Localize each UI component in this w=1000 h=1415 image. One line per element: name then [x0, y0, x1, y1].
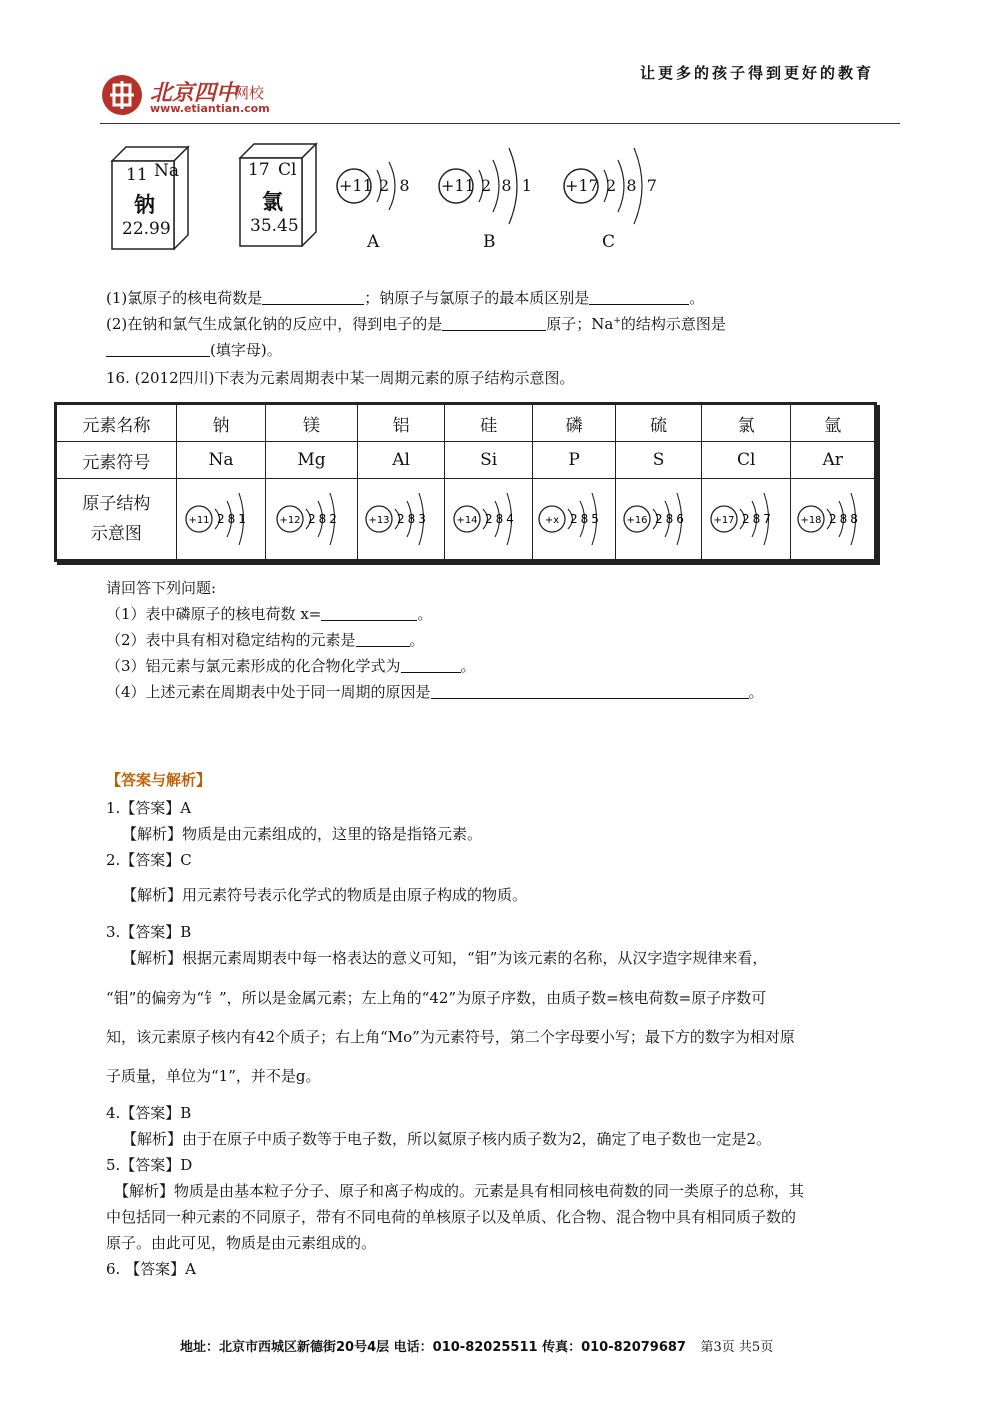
element-symbol: Cl	[278, 160, 297, 180]
answer-5: 5.【答案】D	[106, 1156, 193, 1174]
element-number: 11	[126, 165, 148, 185]
mini-nucleus-charge: +17	[713, 515, 735, 526]
logo-name: 北京四中	[150, 80, 239, 106]
mini-shell-electrons: 287	[742, 512, 775, 526]
explain-3-line-1: 【解析】根据元素周期表中每一格表达的意义可知，“钼”为该元素的名称，从汉字造字规律来看，	[122, 949, 768, 967]
mini-nucleus-charge: +16	[626, 515, 648, 526]
element-number: 17	[248, 160, 270, 180]
answer-1: 1.【答案】A	[106, 799, 192, 817]
row-label-diagram	[57, 479, 177, 560]
mini-atom-svg	[534, 482, 614, 556]
explain-3-line-4: 子质量，单位为“1”，并不是g。	[106, 1067, 321, 1085]
mini-atom-diagram	[266, 479, 358, 560]
mini-shell-electrons: 286	[654, 512, 687, 526]
mini-shell-electrons: 283	[397, 512, 429, 526]
q16-sub-4: （4）上述元素在周期表中处于同一周期的原因是 。	[106, 683, 764, 701]
header-divider	[100, 123, 900, 124]
element-symbol-cell: Cl	[701, 442, 791, 479]
answer-blank[interactable]	[589, 289, 689, 305]
mini-shell-electrons: 285	[570, 512, 603, 526]
mini-shell-electrons: 284	[484, 512, 517, 526]
page-footer	[180, 1336, 773, 1355]
element-symbol-cell: P	[532, 442, 616, 479]
explain-3-line-3: 知，该元素原子核内有42个质子；右上角“Mo”为元素符号，第二个字母要小写；最下方的数字为相对原	[106, 1028, 795, 1046]
element-mass: 35.45	[250, 216, 299, 236]
q16-prompt: 请回答下列问题:	[106, 579, 217, 597]
element-name-cell: 镁	[266, 405, 358, 442]
element-table-grid	[56, 404, 875, 560]
mini-shell-electrons: 281	[216, 512, 249, 526]
mini-shell-electrons: 282	[307, 512, 340, 526]
element-name-cell: 铝	[357, 405, 445, 442]
explain-1: 【解析】物质是由元素组成的，这里的铬是指铬元素。	[122, 825, 483, 843]
mini-atom-diagram	[445, 479, 533, 560]
element-name-cell: 硫	[616, 405, 702, 442]
element-symbol-cell: S	[616, 442, 702, 479]
atom-diagram-a	[335, 150, 435, 260]
mini-atom-diagram	[357, 479, 445, 560]
mini-atom-svg	[619, 482, 699, 556]
q15-line-3: (填字母)。	[106, 339, 282, 360]
q16-sub-1: （1）表中磷原子的核电荷数 x= 。	[106, 605, 433, 623]
diagram-label: B	[483, 232, 496, 252]
element-symbol: Na	[154, 161, 180, 181]
mini-atom-svg	[793, 482, 873, 556]
explain-3-line-2: “钼”的偏旁为“钅”，所以是金属元素；左上角的“42”为原子序数，由质子数=核电荷数=原子序数可	[106, 989, 767, 1007]
logo-net: 网校	[234, 84, 265, 102]
mini-atom-diagram	[701, 479, 791, 560]
row-label-symbol: 元素符号	[57, 442, 177, 479]
explain-5-line-1: 【解析】物质是由基本粒子分子、原子和离子构成的。元素是具有相同核电荷数的同一类原子的总称，其	[114, 1182, 805, 1200]
mini-atom-svg	[706, 482, 786, 556]
row-label-name: 元素名称	[57, 405, 177, 442]
element-name-cell: 氯	[701, 405, 791, 442]
q15-line-2: (2)在钠和氯气生成氯化钠的反应中，得到电子的是 原子；Na+的结构示意图是	[106, 315, 726, 333]
atom-diagram-b	[437, 142, 547, 260]
school-logo-icon	[102, 75, 142, 115]
element-name-cell: 磷	[532, 405, 616, 442]
element-symbol-cell: Al	[357, 442, 445, 479]
row-label-diagram-l1: 原子结构	[82, 494, 151, 514]
nucleus-charge: +11	[441, 176, 475, 195]
element-name: 氯	[262, 189, 283, 214]
mini-atom-svg	[181, 482, 261, 556]
mini-atom-diagram	[791, 479, 875, 560]
element-name-cell: 氩	[791, 405, 875, 442]
mini-atom-diagram	[532, 479, 616, 560]
answer-6: 6. 【答案】A	[106, 1260, 196, 1278]
answer-4: 4.【答案】B	[106, 1104, 192, 1122]
nucleus-charge: +11	[339, 176, 373, 195]
atom-diagram-c	[562, 142, 672, 260]
mini-atom-svg	[449, 482, 529, 556]
explain-5-line-2: 中包括同一种元素的不同原子，带有不同电荷的单核原子以及单质、化合物、混合物中具有相同质子数的	[106, 1208, 797, 1226]
diagram-label: C	[602, 232, 616, 252]
element-card-cl	[238, 140, 318, 247]
logo-url: www.etiantian.com	[150, 102, 270, 115]
element-symbol-cell: Na	[176, 442, 266, 479]
explain-2: 【解析】用元素符号表示化学式的物质是由原子构成的物质。	[122, 886, 528, 904]
element-symbol-cell: Mg	[266, 442, 358, 479]
mini-atom-svg	[361, 482, 441, 556]
answer-blank[interactable]	[106, 341, 210, 357]
answers-title: 【答案与解析】	[106, 771, 212, 789]
shell-electrons: 2 8 1	[481, 176, 532, 195]
diagram-label: A	[367, 232, 380, 252]
row-label-diagram-l2: 示意图	[90, 524, 142, 544]
q16-sub-3: （3）铝元素与氯元素形成的化合物化学式为 。	[106, 657, 476, 675]
element-name-cell: 硅	[445, 405, 533, 442]
page-number: 第3页 共5页	[700, 1340, 774, 1355]
mini-atom-diagram	[176, 479, 266, 560]
element-name-cell: 钠	[176, 405, 266, 442]
mini-shell-electrons: 288	[828, 512, 861, 526]
q16-sub-2: （2）表中具有相对稳定结构的元素是 。	[106, 631, 425, 649]
mini-atom-diagram	[616, 479, 702, 560]
answer-2: 2.【答案】C	[106, 851, 192, 869]
answer-blank[interactable]	[431, 683, 749, 699]
element-card-na	[110, 143, 190, 250]
explain-4: 【解析】由于在原子中质子数等于电子数，所以氦原子核内质子数为2，确定了电子数也一定是2。	[122, 1130, 772, 1148]
header-slogan: 让更多的孩子得到更好的教育	[640, 64, 875, 82]
mini-atom-svg	[272, 482, 352, 556]
element-symbol-cell: Ar	[791, 442, 875, 479]
mini-nucleus-charge: +11	[188, 515, 210, 526]
footer-contact: 地址：北京市西城区新德街20号4层 电话：010-82025511 传真：010-82079687	[180, 1340, 686, 1355]
mini-nucleus-charge: +13	[368, 515, 390, 526]
shell-electrons: 2 8 7	[606, 176, 657, 195]
answer-3: 3.【答案】B	[106, 923, 192, 941]
element-table	[54, 402, 877, 562]
mini-nucleus-charge: +18	[800, 515, 822, 526]
mini-nucleus-charge: +14	[456, 515, 478, 526]
mini-nucleus-charge: +x	[544, 515, 560, 526]
element-symbol-cell: Si	[445, 442, 533, 479]
answer-blank[interactable]	[401, 657, 461, 673]
mini-nucleus-charge: +12	[278, 515, 301, 526]
q16-title: 16. (2012四川)下表为元素周期表中某一周期元素的原子结构示意图。	[106, 369, 575, 387]
explain-5-line-3: 原子。由此可见，物质是由元素组成的。	[106, 1234, 377, 1252]
shell-electrons: 2 8	[379, 176, 410, 195]
answer-blank[interactable]	[321, 605, 417, 621]
answer-blank[interactable]	[356, 631, 410, 647]
answer-blank[interactable]	[442, 315, 546, 331]
answer-blank[interactable]	[262, 289, 364, 305]
q15-line-1: (1)氯原子的核电荷数是 ；钠原子与氯原子的最本质区别是 。	[106, 289, 705, 307]
element-name: 钠	[134, 192, 155, 217]
nucleus-charge: +17	[565, 176, 599, 195]
element-mass: 22.99	[122, 219, 171, 239]
